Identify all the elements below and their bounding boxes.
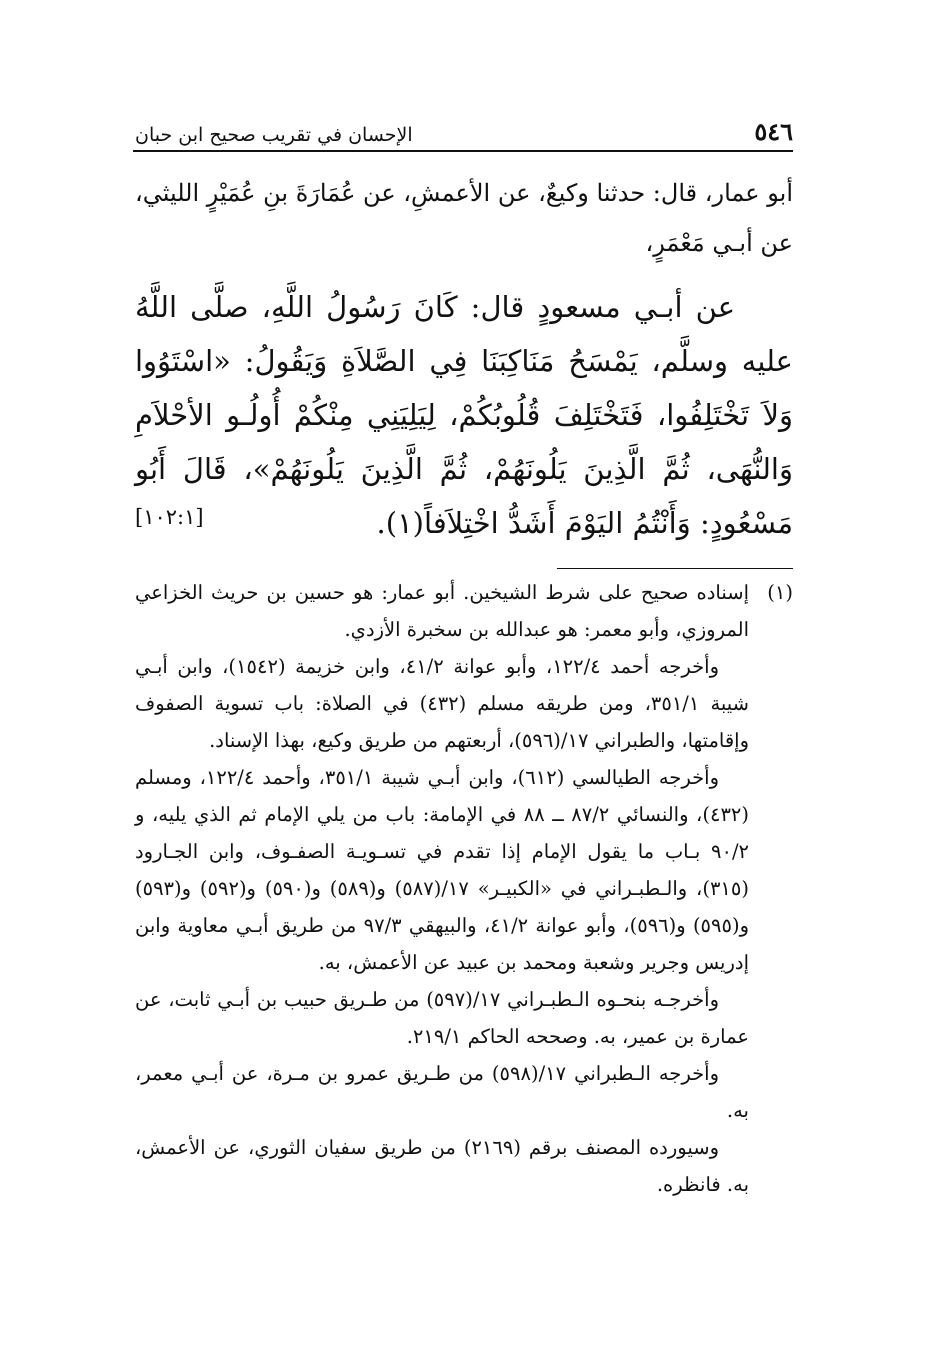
hadith-text-block	[135, 280, 793, 550]
hadith-reference: [١٠٢:١]	[135, 505, 204, 529]
book-title: الإحسان في تقريب صحيح ابن حبان	[135, 124, 413, 146]
footnote-1	[135, 574, 793, 1203]
footnote-rule	[557, 568, 793, 569]
footnote-marker: (١)	[767, 581, 793, 604]
header-rule	[133, 150, 793, 152]
footnote-paragraph: وأخرجه الطيالسي (٦١٢)، وابن أبـي شيبة ٣٥١/١، وأحمد ١٢٢/٤، ومسلم (٤٣٢)، والنسائي ٨٧/٢ ــ ٨٨ في الإمامة: باب من يلي الإمام ثم الذي يليه، و ٩٠/٢ بـاب ما يقول الإمام إذا تقدم في تسـويـة الصفـوف، وابن الجـارود (٣١٥)، والـطبـراني في «الكبيـر» ١٧/(٥٨٧) و(٥٨٩) و(٥٩٠) و(٥٩٢) و(٥٩٣) و(٥٩٥) و(٥٩٦)، وأبو عوانة ٤١/٢، والبيهقي ٩٧/٣ من طريق أبـي معاوية وابن إدريس وجرير وشعبة ومحمد بن عبيد عن الأعمش، به.	[135, 766, 749, 974]
footnotes	[135, 574, 793, 1203]
page-number: ٥٤٦	[754, 117, 793, 146]
footnote-paragraph: وأخرجه الـطبراني ١٧/(٥٩٨) من طـريق عمرو بن مـرة، عن أبـي معمر، به.	[135, 1062, 749, 1122]
isnad-text: أبو عمار، قال: حدثنا وكيعٌ، عن الأعمشِ، عن عُمَارَةَ بنِ عُمَيْرٍ الليثي، عن أبـي مَعْمَرٍ،	[135, 179, 793, 257]
footnote-paragraph: وأخرجـه بنحـوه الـطبـراني ١٧/(٥٩٧) من طـريق حبيب بن أبـي ثابت، عن عمارة بن عمير، به. وصححه الحاكم ٢١٩/١.	[135, 988, 749, 1048]
running-header	[135, 112, 793, 146]
footnote-body	[135, 574, 749, 1203]
footnote-paragraph: وأخرجه أحمد ١٢٢/٤، وأبو عوانة ٤١/٢، وابن خزيمة (١٥٤٢)، وابن أبـي شيبة ٣٥١/١، ومن طريقه مسلم (٤٣٢) في الصلاة: باب تسوية الصفوف وإقامتها، والطبراني ١٧/(٥٩٦)، أربعتهم من طريق وكيع، بهذا الإسناد.	[135, 655, 750, 752]
footnote-paragraph: وسيورده المصنف برقم (٢١٦٩) من طريق سفيان الثوري، عن الأعمش، به. فانظره.	[135, 1136, 749, 1196]
hadith-text: عن أبـي مسعودٍ قال: كَانَ رَسُولُ اللَّهِ، صلَّى اللَّهُ عليه وسلَّم، يَمْسَحُ مَنَاكِبَنَا فِي الصَّلاَةِ وَيَقُولُ: «اسْتَوُوا وَلاَ تَخْتَلِفُوا، فَتَخْتَلِفَ قُلُوبُكُمْ، لِيَلِيَنِي مِنْكُمْ أُولُـو الأحْلاَمِ وَالنُّهَى، ثُمَّ الَّذِينَ يَلُونَهُمْ، ثُمَّ الَّذِينَ يَلُونَهُمْ»، قَالَ أَبُو مَسْعُودٍ: وَأَنْتُمُ اليَوْمَ أَشَدُّ اخْتِلاَفاً(١).	[135, 290, 793, 540]
isnad-chain	[135, 168, 793, 268]
footnote-paragraph: إسناده صحيح على شرط الشيخين. أبو عمار: هو حسين بن حريث الخزاعي المروزي، وأبو معمر: هو عبدالله بن سخبرة الأزدي.	[135, 581, 749, 641]
